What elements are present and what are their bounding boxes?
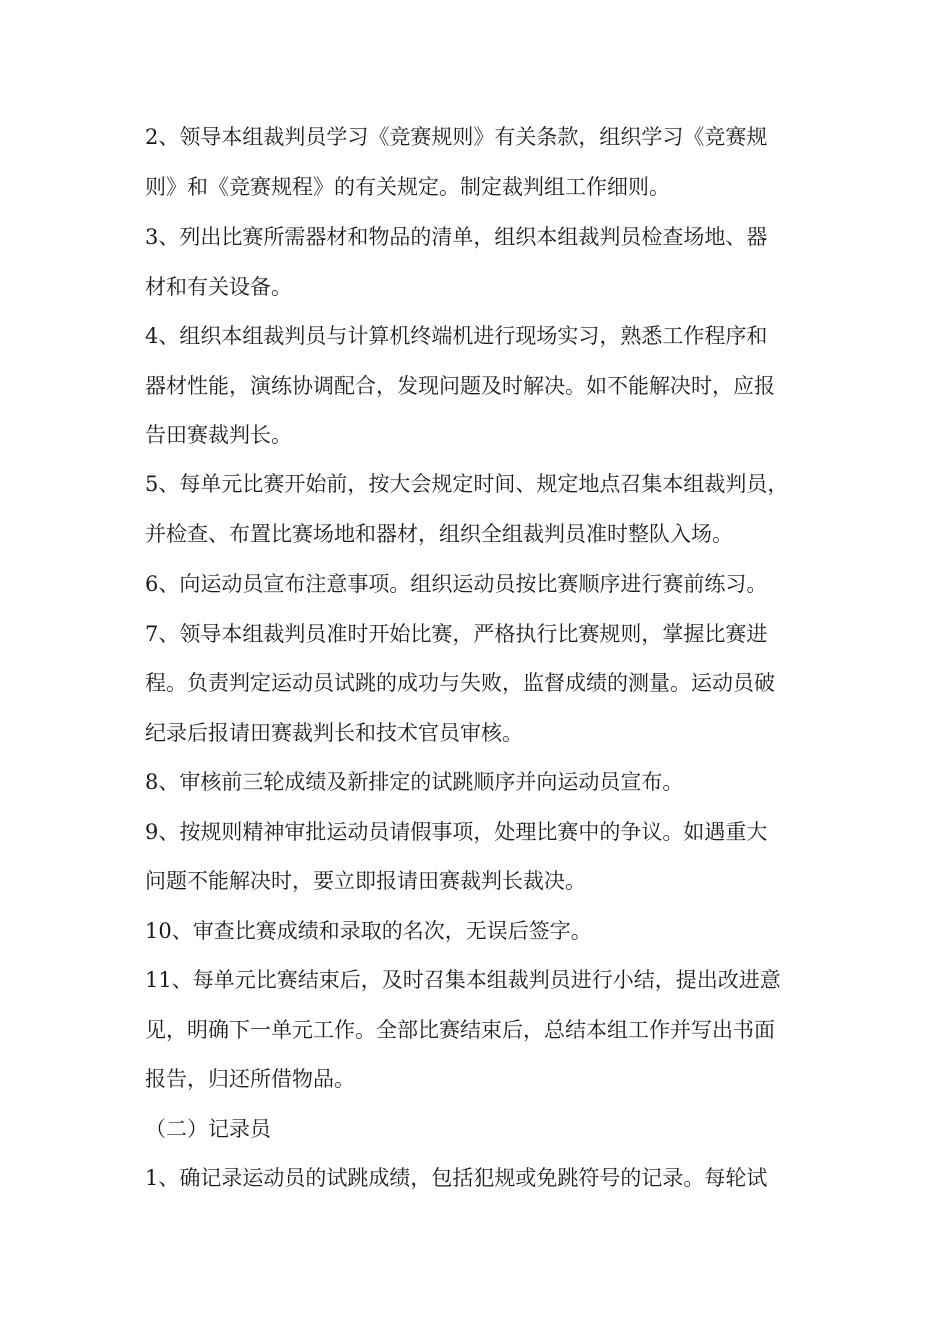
text-line: 3、列出比赛所需器材和物品的清单，组织本组裁判员检查场地、器 <box>145 225 768 249</box>
text-line: 1、确记录运动员的试跳成绩，包括犯规或免跳符号的记录。每轮试 <box>145 1166 768 1190</box>
text-line: 7、领导本组裁判员准时开始比赛，严格执行比赛规则，掌握比赛进 <box>145 622 768 646</box>
text-line: 问题不能解决时，要立即报请田赛裁判长裁决。 <box>145 869 586 893</box>
text-line: 器材性能，演练协调配合，发现问题及时解决。如不能解决时，应报 <box>145 374 775 398</box>
text-line: 并检查、布置比赛场地和器材，组织全组裁判员准时整队入场。 <box>145 522 733 546</box>
text-line: 告田赛裁判长。 <box>145 423 292 447</box>
text-line: 9、按规则精神审批运动员请假事项，处理比赛中的争议。如遇重大 <box>145 820 768 844</box>
section-heading: （二）记录员 <box>145 1117 271 1141</box>
text-line: 6、向运动员宣布注意事项。组织运动员按比赛顺序进行赛前练习。 <box>145 572 768 596</box>
text-line: 8、审核前三轮成绩及新排定的试跳顺序并向运动员宣布。 <box>145 770 684 794</box>
text-line: 5、每单元比赛开始前，按大会规定时间、规定地点召集本组裁判员， <box>145 472 789 496</box>
text-line: 见，明确下一单元工作。全部比赛结束后，总结本组工作并写出书面 <box>145 1018 775 1042</box>
text-line: 2、领导本组裁判员学习《竞赛规则》有关条款，组织学习《竞赛规 <box>145 125 768 149</box>
text-line: 11、每单元比赛结束后，及时召集本组裁判员进行小结，提出改进意 <box>145 968 781 992</box>
text-line: 则》和《竞赛规程》的有关规定。制定裁判组工作细则。 <box>145 175 670 199</box>
text-line: 材和有关设备。 <box>145 275 292 299</box>
text-line: 4、组织本组裁判员与计算机终端机进行现场实习，熟悉工作程序和 <box>145 324 768 348</box>
text-line: 程。负责判定运动员试跳的成功与失败，监督成绩的测量。运动员破 <box>145 671 775 695</box>
text-line: 10、审查比赛成绩和录取的名次，无误后签字。 <box>145 919 592 943</box>
text-line: 纪录后报请田赛裁判长和技术官员审核。 <box>145 721 523 745</box>
text-line: 报告，归还所借物品。 <box>145 1067 355 1091</box>
